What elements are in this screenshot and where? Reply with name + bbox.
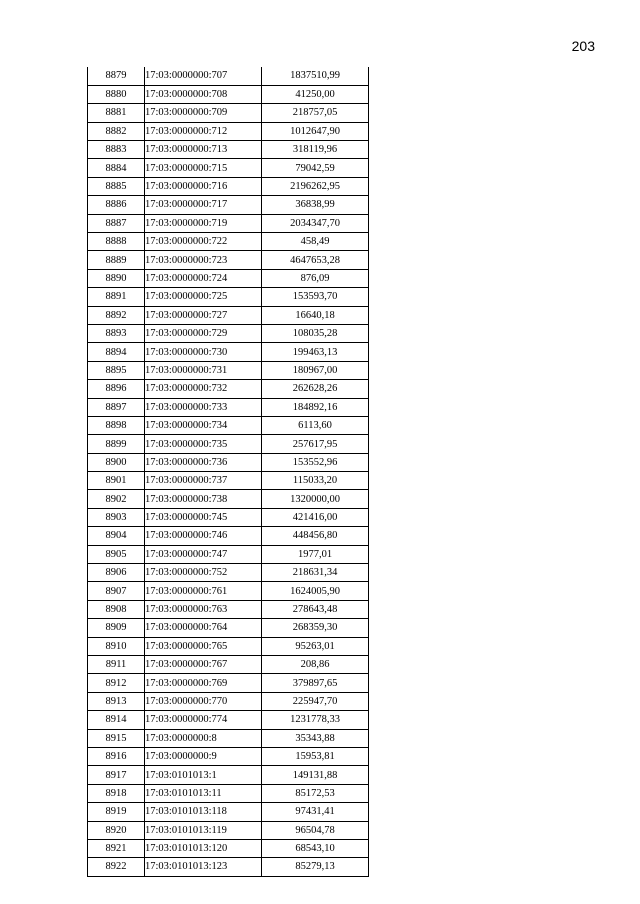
table-row [88,177,369,195]
row-number-cell: 8895 [88,361,145,379]
cadastral-value-cell: 180967,00 [262,361,369,379]
table-row [88,398,369,416]
cadastral-value-cell: 85279,13 [262,858,369,876]
cadastral-number-cell: 17:03:0000000:733 [145,398,262,416]
table-row [88,766,369,784]
row-number-cell: 8903 [88,508,145,526]
cadastral-number-cell: 17:03:0000000:724 [145,269,262,287]
cadastral-value-cell: 4647653,28 [262,251,369,269]
cadastral-value-cell: 1624005,90 [262,582,369,600]
cadastral-number-cell: 17:03:0000000:8 [145,729,262,747]
row-number-cell: 8908 [88,600,145,618]
cadastral-number-cell: 17:03:0000000:707 [145,67,262,85]
table-row [88,582,369,600]
table-row [88,435,369,453]
cadastral-number-cell: 17:03:0000000:709 [145,104,262,122]
cadastral-number-cell: 17:03:0000000:719 [145,214,262,232]
cadastral-number-cell: 17:03:0000000:763 [145,600,262,618]
cadastral-value-cell: 458,49 [262,233,369,251]
table-row [88,729,369,747]
table-row [88,545,369,563]
row-number-cell: 8894 [88,343,145,361]
cadastral-value-cell: 16640,18 [262,306,369,324]
row-number-cell: 8919 [88,803,145,821]
row-number-cell: 8911 [88,656,145,674]
cadastral-value-cell: 95263,01 [262,637,369,655]
cadastral-number-cell: 17:03:0000000:747 [145,545,262,563]
row-number-cell: 8910 [88,637,145,655]
table-row [88,104,369,122]
table-row [88,159,369,177]
cadastral-value-cell: 1977,01 [262,545,369,563]
table-row [88,380,369,398]
table-row [88,508,369,526]
cadastral-number-cell: 17:03:0000000:723 [145,251,262,269]
table-row [88,324,369,342]
cadastral-value-cell: 278643,48 [262,600,369,618]
cadastral-number-cell: 17:03:0101013:1 [145,766,262,784]
row-number-cell: 8883 [88,141,145,159]
table-row [88,361,369,379]
cadastral-value-cell: 184892,16 [262,398,369,416]
cadastral-value-cell: 35343,88 [262,729,369,747]
cadastral-number-cell: 17:03:0000000:746 [145,527,262,545]
row-number-cell: 8893 [88,324,145,342]
cadastral-number-cell: 17:03:0101013:119 [145,821,262,839]
table-row [88,637,369,655]
cadastral-value-table [87,67,369,877]
table-row [88,692,369,710]
cadastral-value-cell: 218757,05 [262,104,369,122]
row-number-cell: 8916 [88,747,145,765]
cadastral-number-cell: 17:03:0000000:715 [145,159,262,177]
table-row [88,288,369,306]
cadastral-value-cell: 68543,10 [262,839,369,857]
cadastral-value-cell: 318119,96 [262,141,369,159]
cadastral-value-cell: 153593,70 [262,288,369,306]
cadastral-number-cell: 17:03:0000000:770 [145,692,262,710]
row-number-cell: 8912 [88,674,145,692]
cadastral-number-cell: 17:03:0101013:120 [145,839,262,857]
page-number: 203 [571,38,595,54]
row-number-cell: 8879 [88,67,145,85]
cadastral-value-cell: 97431,41 [262,803,369,821]
cadastral-value-cell: 36838,99 [262,196,369,214]
row-number-cell: 8902 [88,490,145,508]
table-row [88,527,369,545]
row-number-cell: 8921 [88,839,145,857]
cadastral-value-cell: 448456,80 [262,527,369,545]
row-number-cell: 8880 [88,85,145,103]
table-row [88,674,369,692]
cadastral-number-cell: 17:03:0000000:767 [145,656,262,674]
cadastral-number-cell: 17:03:0000000:717 [145,196,262,214]
row-number-cell: 8891 [88,288,145,306]
cadastral-value-cell: 208,86 [262,656,369,674]
row-number-cell: 8888 [88,233,145,251]
cadastral-number-cell: 17:03:0000000:774 [145,711,262,729]
row-number-cell: 8909 [88,619,145,637]
row-number-cell: 8884 [88,159,145,177]
cadastral-number-cell: 17:03:0000000:735 [145,435,262,453]
row-number-cell: 8892 [88,306,145,324]
cadastral-value-cell: 149131,88 [262,766,369,784]
cadastral-number-cell: 17:03:0000000:731 [145,361,262,379]
cadastral-number-cell: 17:03:0101013:11 [145,784,262,802]
cadastral-value-cell: 153552,96 [262,453,369,471]
cadastral-number-cell: 17:03:0000000:9 [145,747,262,765]
cadastral-value-cell: 1320000,00 [262,490,369,508]
cadastral-number-cell: 17:03:0000000:730 [145,343,262,361]
row-number-cell: 8885 [88,177,145,195]
table-row [88,343,369,361]
row-number-cell: 8887 [88,214,145,232]
table-row [88,784,369,802]
cadastral-value-cell: 225947,70 [262,692,369,710]
row-number-cell: 8881 [88,104,145,122]
table-row [88,490,369,508]
row-number-cell: 8904 [88,527,145,545]
cadastral-number-cell: 17:03:0000000:736 [145,453,262,471]
row-number-cell: 8918 [88,784,145,802]
cadastral-number-cell: 17:03:0000000:722 [145,233,262,251]
row-number-cell: 8906 [88,564,145,582]
cadastral-value-cell: 96504,78 [262,821,369,839]
table-row [88,416,369,434]
cadastral-number-cell: 17:03:0101013:123 [145,858,262,876]
table-row [88,747,369,765]
cadastral-number-cell: 17:03:0000000:725 [145,288,262,306]
cadastral-number-cell: 17:03:0000000:761 [145,582,262,600]
table-row [88,196,369,214]
cadastral-number-cell: 17:03:0000000:734 [145,416,262,434]
cadastral-number-cell: 17:03:0000000:712 [145,122,262,140]
cadastral-value-cell: 1231778,33 [262,711,369,729]
row-number-cell: 8890 [88,269,145,287]
row-number-cell: 8914 [88,711,145,729]
table-row [88,839,369,857]
cadastral-value-cell: 262628,26 [262,380,369,398]
cadastral-number-cell: 17:03:0000000:727 [145,306,262,324]
cadastral-number-cell: 17:03:0000000:738 [145,490,262,508]
cadastral-value-cell: 85172,53 [262,784,369,802]
cadastral-value-cell: 2196262,95 [262,177,369,195]
cadastral-number-cell: 17:03:0000000:764 [145,619,262,637]
table-row [88,453,369,471]
row-number-cell: 8882 [88,122,145,140]
row-number-cell: 8917 [88,766,145,784]
cadastral-number-cell: 17:03:0000000:752 [145,564,262,582]
cadastral-value-cell: 421416,00 [262,508,369,526]
cadastral-number-cell: 17:03:0000000:713 [145,141,262,159]
cadastral-value-cell: 15953,81 [262,747,369,765]
row-number-cell: 8922 [88,858,145,876]
cadastral-number-cell: 17:03:0000000:732 [145,380,262,398]
cadastral-number-cell: 17:03:0101013:118 [145,803,262,821]
table-row [88,122,369,140]
row-number-cell: 8905 [88,545,145,563]
table-body [88,67,369,876]
table-row [88,600,369,618]
row-number-cell: 8896 [88,380,145,398]
cadastral-number-cell: 17:03:0000000:745 [145,508,262,526]
cadastral-value-cell: 108035,28 [262,324,369,342]
row-number-cell: 8889 [88,251,145,269]
cadastral-value-cell: 1837510,99 [262,67,369,85]
table-row [88,711,369,729]
table-row [88,85,369,103]
row-number-cell: 8899 [88,435,145,453]
row-number-cell: 8897 [88,398,145,416]
row-number-cell: 8913 [88,692,145,710]
cadastral-number-cell: 17:03:0000000:737 [145,472,262,490]
table-row [88,233,369,251]
cadastral-value-cell: 876,09 [262,269,369,287]
cadastral-number-cell: 17:03:0000000:769 [145,674,262,692]
cadastral-value-cell: 115033,20 [262,472,369,490]
table-row [88,821,369,839]
cadastral-value-cell: 199463,13 [262,343,369,361]
row-number-cell: 8907 [88,582,145,600]
row-number-cell: 8920 [88,821,145,839]
cadastral-value-cell: 1012647,90 [262,122,369,140]
cadastral-value-cell: 41250,00 [262,85,369,103]
table-row [88,472,369,490]
table-row [88,656,369,674]
cadastral-value-cell: 268359,30 [262,619,369,637]
cadastral-value-cell: 379897,65 [262,674,369,692]
table-row [88,141,369,159]
cadastral-value-cell: 79042,59 [262,159,369,177]
table-row [88,251,369,269]
table-row [88,306,369,324]
row-number-cell: 8886 [88,196,145,214]
table-row [88,214,369,232]
table-row [88,803,369,821]
cadastral-value-cell: 2034347,70 [262,214,369,232]
table-row [88,858,369,876]
table-row [88,269,369,287]
table-row [88,619,369,637]
cadastral-number-cell: 17:03:0000000:729 [145,324,262,342]
row-number-cell: 8901 [88,472,145,490]
row-number-cell: 8900 [88,453,145,471]
cadastral-number-cell: 17:03:0000000:708 [145,85,262,103]
row-number-cell: 8898 [88,416,145,434]
row-number-cell: 8915 [88,729,145,747]
cadastral-number-cell: 17:03:0000000:765 [145,637,262,655]
cadastral-value-cell: 257617,95 [262,435,369,453]
table-row [88,67,369,85]
cadastral-value-cell: 6113,60 [262,416,369,434]
cadastral-number-cell: 17:03:0000000:716 [145,177,262,195]
table-row [88,564,369,582]
cadastral-value-cell: 218631,34 [262,564,369,582]
